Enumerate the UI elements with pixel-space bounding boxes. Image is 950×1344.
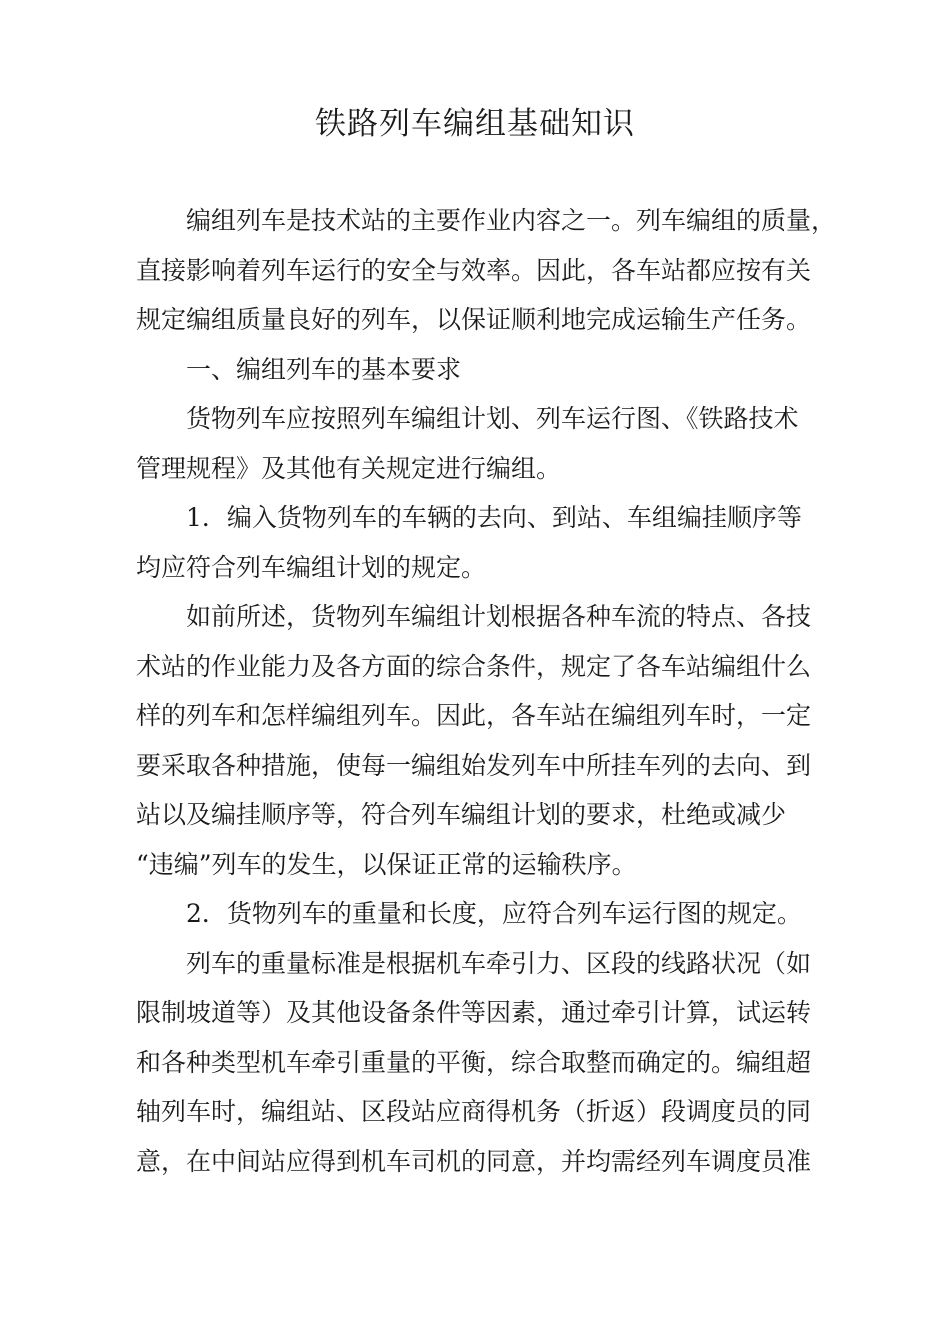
section-heading: 一、编组列车的基本要求 bbox=[186, 355, 462, 384]
paragraph-line: 样的列车和怎样编组列车。因此，各车站在编组列车时，一定 bbox=[136, 701, 812, 730]
paragraph-line: 列车的重量标准是根据机车牵引力、区段的线路状况（如 bbox=[186, 949, 812, 978]
paragraph-line: 管理规程》及其他有关规定进行编组。 bbox=[136, 454, 562, 483]
paragraph-line: 站以及编挂顺序等，符合列车编组计划的要求，杜绝或减少 bbox=[136, 800, 787, 829]
paragraph-line: 1．编入货物列车的车辆的去向、到站、车组编挂顺序等 bbox=[186, 503, 802, 532]
paragraph-line: 和各种类型机车牵引重量的平衡，综合取整而确定的。编组超 bbox=[136, 1048, 812, 1077]
document-title: 铁路列车编组基础知识 bbox=[315, 106, 635, 142]
paragraph-line: 直接影响着列车运行的安全与效率。因此，各车站都应按有关 bbox=[136, 256, 812, 285]
paragraph-line: 规定编组质量良好的列车，以保证顺利地完成运输生产任务。 bbox=[136, 305, 812, 334]
paragraph-line: 术站的作业能力及各方面的综合条件，规定了各车站编组什么 bbox=[136, 652, 812, 681]
paragraph-line: 货物列车应按照列车编组计划、列车运行图、《铁路技术 bbox=[186, 404, 799, 433]
paragraph-line: 轴列车时，编组站、区段站应商得机务（折返）段调度员的同 bbox=[136, 1097, 812, 1126]
paragraph-line: 编组列车是技术站的主要作业内容之一。列车编组的质量， bbox=[186, 206, 837, 235]
paragraph-line: 要采取各种措施，使每一编组始发列车中所挂车列的去向、到 bbox=[136, 751, 812, 780]
paragraph-line: “违编”列车的发生，以保证正常的运输秩序。 bbox=[136, 850, 637, 879]
paragraph-line: 2．货物列车的重量和长度，应符合列车运行图的规定。 bbox=[186, 899, 802, 928]
paragraph-line: 意，在中间站应得到机车司机的同意，并均需经列车调度员准 bbox=[136, 1147, 812, 1176]
paragraph-line: 限制坡道等）及其他设备条件等因素，通过牵引计算，试运转 bbox=[136, 998, 812, 1027]
paragraph-line: 均应符合列车编组计划的规定。 bbox=[136, 553, 487, 582]
paragraph-line: 如前所述，货物列车编组计划根据各种车流的特点、各技 bbox=[186, 602, 812, 631]
